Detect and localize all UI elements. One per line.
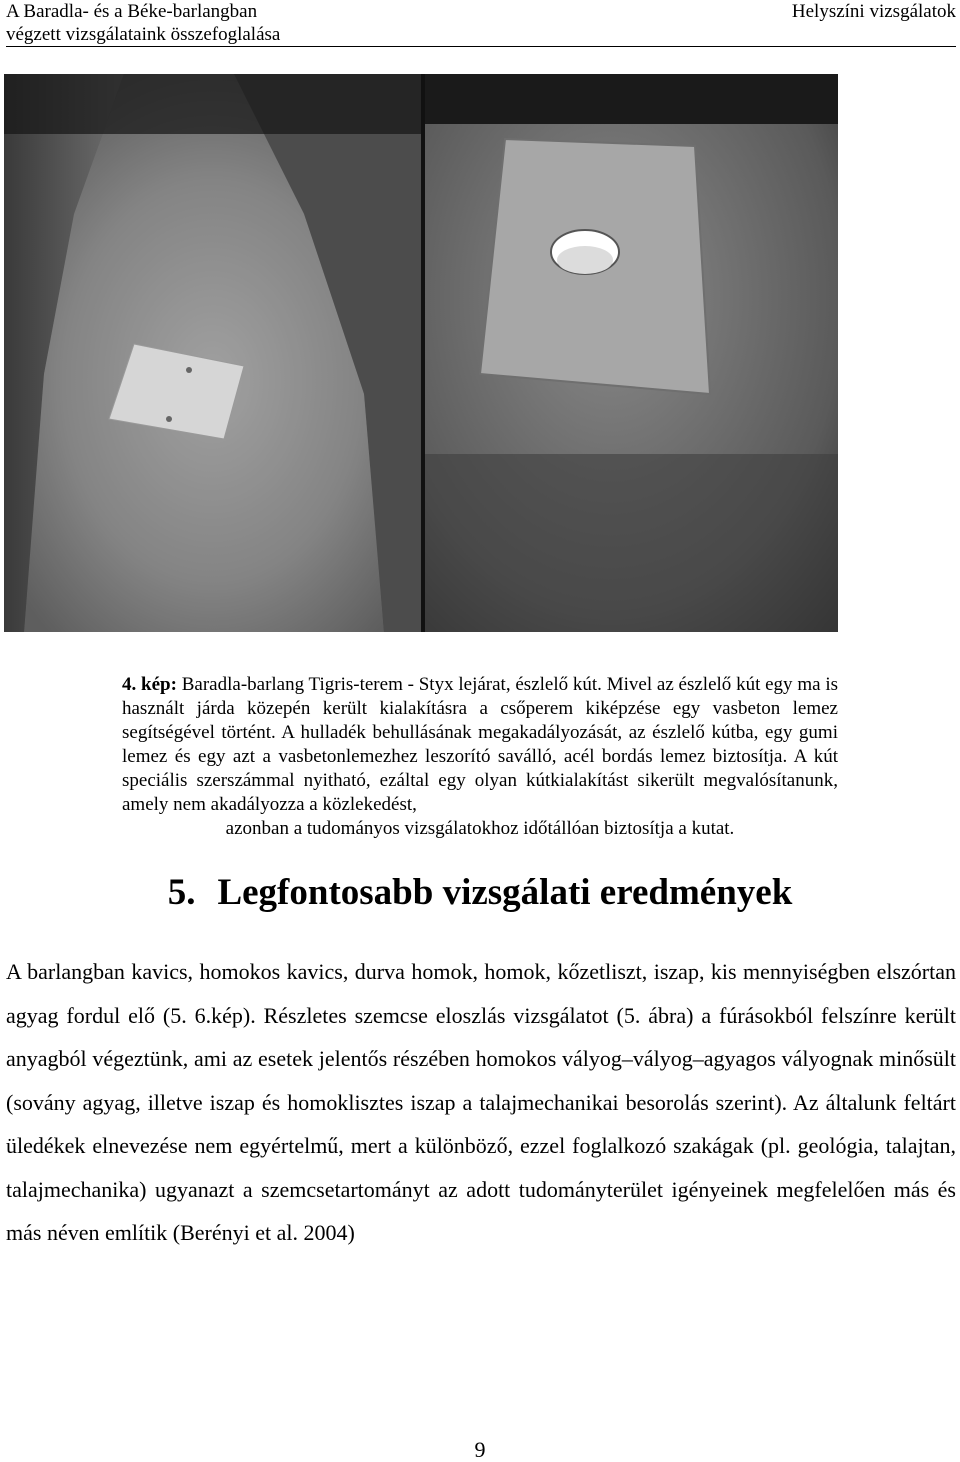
section-heading [0,868,960,918]
figure-caption-text: Baradla-barlang Tigris-terem - Styx lejárat, észlelő kút. Mivel az észlelő kút egy ma is használt járda közepén került kialakításra a csőperem kiképzése egy vasbeton lemez segítségével történt. A hulladék behullásának megakadályozását, az észlelő kútba, egy gumi lemez és egy azt a vasbetonlemezhez leszorító saválló, acél bordás lemez biztosítja. A kút speciális szerszámmal nyitható, ezáltal egy olyan kútkialakítást sikerült megvalósítanunk, amely nem akadályozza a közlekedést, [122,674,839,815]
section-title-text: Legfontosabb vizsgálati eredmények [217,872,793,913]
figure-caption-label: 4. kép: [122,674,177,695]
photo-cave-walkway-well [4,74,421,632]
figure-caption-last-line: azonban a tudományos vizsgálatokhoz időtállóan biztosítja a kutat. [225,818,735,839]
header-chapter-title: Helyszíni vizsgálatok [791,1,956,22]
photo-well-concrete-plate [425,74,838,632]
figure-photos [4,74,838,632]
body-paragraph: A barlangban kavics, homokos kavics, durva homok, homok, kőzetliszt, iszap, kis mennyiségben elszórtan agyag fordul elő (5. 6.kép). Részletes szemcse eloszlás vizsgálatot (5. ábra) a fúrásokból felszínre került anyagból végeztünk, ami az esetek jelentős részében homokos vályog–vályog–agyagos vályognak minősült (sovány agyag, illetve iszap és homoklisztes iszap a talajmechanikai besorolás szerint). Az általunk feltárt üledékek elnevezése nem egyértelmű, mert a különböző, ezzel foglalkozó szakágak (pl. geológia, talajtan, talajmechanika) ugyanazt a szemcsetartományt az adott tudományterület igényeinek megfelelően más és más néven említik (Berényi et al. 2004) [6,959,956,1245]
figure-caption [122,673,838,841]
page-number: 9 [474,1437,486,1462]
header-document-title [6,0,280,46]
header-title-line-2: végzett vizsgálataink összefoglalása [6,24,281,45]
body-text [6,950,956,1255]
page-header [6,0,956,47]
header-title-line-1: A Baradla- és a Béke-barlangban [6,1,258,22]
section-number: 5. [167,872,196,913]
